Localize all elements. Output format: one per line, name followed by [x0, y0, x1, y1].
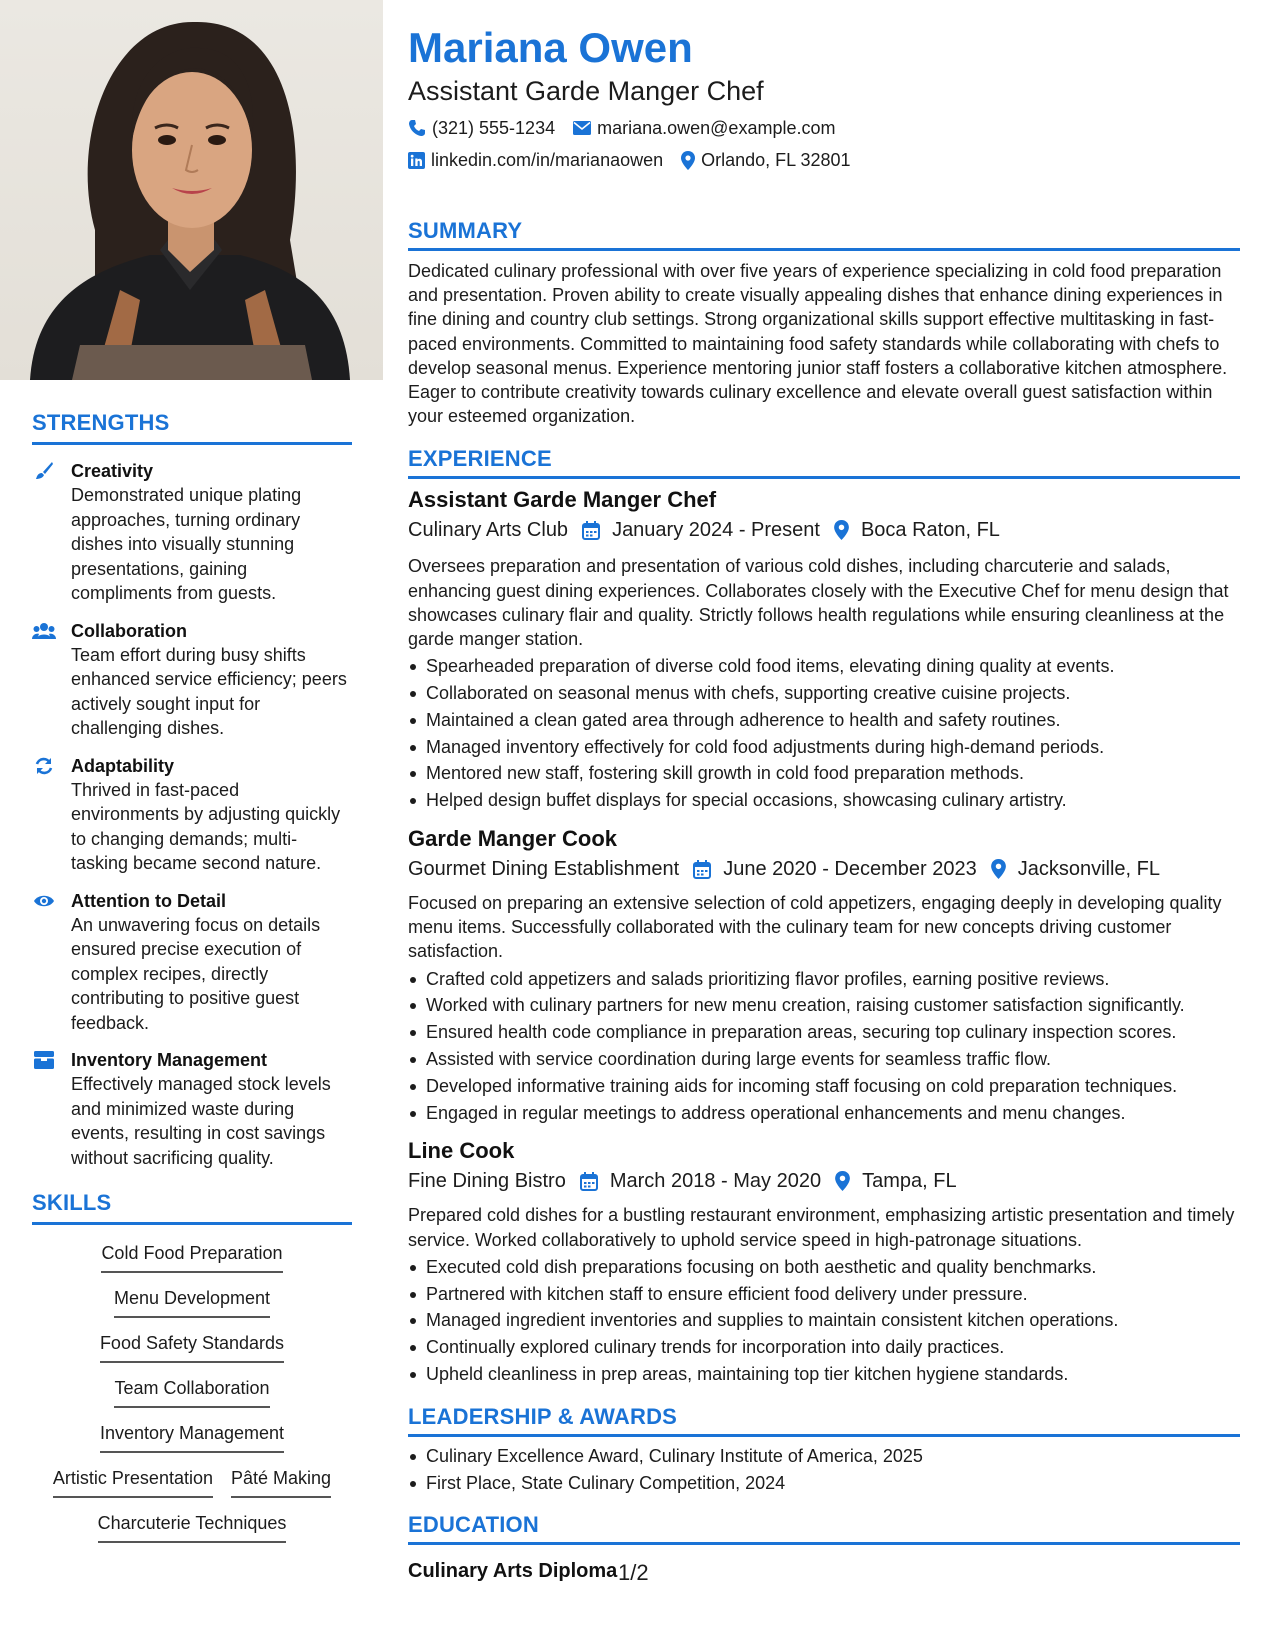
list-item: Maintained a clean gated area through adherence to health and safety routines. [426, 707, 1240, 734]
awards-section [408, 1404, 1240, 1497]
job-meta [408, 1167, 1240, 1195]
strength-description: Demonstrated unique plating approaches, turning ordinary dishes into visually stunning presentations, gaining compliments from guests. [71, 485, 302, 603]
eye-icon [32, 891, 56, 911]
candidate-name: Mariana Owen [408, 24, 693, 71]
strength-description: Team effort during busy shifts enhanced service efficiency; peers actively sought input for challenging dishes. [71, 644, 347, 738]
strength-item [32, 459, 352, 606]
job-entry [408, 824, 1240, 1126]
page-number: 1/2 [618, 1560, 649, 1585]
skill-tag: Menu Development [114, 1284, 270, 1318]
profile-photo [0, 0, 383, 380]
list-item: Managed inventory effectively for cold food adjustments during high-demand periods. [426, 734, 1240, 761]
skill-tag: Food Safety Standards [100, 1329, 284, 1363]
contact-row [408, 116, 1240, 140]
strength-title: Collaboration [71, 620, 187, 641]
job-company: Fine Dining Bistro [408, 1170, 566, 1193]
paintbrush-icon [32, 461, 56, 481]
experience-heading: EXPERIENCE [408, 446, 1240, 479]
map-pin-icon [681, 151, 695, 170]
phone-icon [408, 119, 426, 137]
list-item: Partnered with kitchen staff to ensure efficient food delivery under pressure. [426, 1281, 1240, 1308]
sync-icon [32, 756, 56, 776]
job-location: Jacksonville, FL [1017, 858, 1161, 881]
job-title: Assistant Garde Manger Chef [408, 487, 717, 513]
job-company: Gourmet Dining Establishment [408, 858, 680, 881]
education-section [408, 1512, 1240, 1585]
list-item: Executed cold dish preparations focusing on both aesthetic and quality benchmarks. [426, 1254, 1240, 1281]
list-item: Crafted cold appetizers and salads prioritizing flavor profiles, earning positive reviews. [426, 966, 1240, 993]
list-item: Upheld cleanliness in prep areas, maintaining top tier kitchen hygiene standards. [426, 1361, 1240, 1388]
strength-description: Thrived in fast-paced environments by adjusting quickly to changing demands; multi-tasking became second nature. [71, 779, 341, 873]
strength-title: Attention to Detail [71, 890, 226, 911]
envelope-icon [573, 121, 591, 135]
calendar-icon [693, 860, 711, 879]
sidebar [0, 0, 383, 1650]
contact-email [573, 116, 835, 140]
list-item: Culinary Excellence Award, Culinary Institute of America, 2025 [426, 1443, 1240, 1470]
list-item: Collaborated on seasonal menus with chefs, supporting creative cuisine projects. [426, 680, 1240, 707]
experience-section [408, 446, 1240, 1387]
strength-item [32, 1048, 352, 1170]
calendar-icon [582, 521, 600, 540]
list-item: Developed informative training aids for incoming staff focusing on cold preparation techniques. [426, 1073, 1240, 1100]
list-item: Assisted with service coordination during large events for seamless traffic flow. [426, 1046, 1240, 1073]
job-bullets [408, 1254, 1240, 1388]
skill-tag: Charcuterie Techniques [98, 1509, 287, 1543]
strength-description: Effectively managed stock levels and minimized waste during events, resulting in cost savings without sacrificing quality. [71, 1074, 331, 1168]
skill-tag: Inventory Management [100, 1419, 284, 1453]
strength-item [32, 754, 352, 876]
linkedin-link[interactable]: linkedin.com/in/marianaowen [431, 150, 664, 170]
contact-row [408, 148, 1240, 172]
awards-list [408, 1443, 1240, 1497]
skills-list [32, 1239, 352, 1554]
strength-description: An unwavering focus on details ensured precise execution of complex recipes, directly contributing to positive guest feedback. [71, 914, 321, 1033]
job-dates: March 2018 - May 2020 [609, 1170, 822, 1193]
contact-location [681, 148, 850, 172]
job-description: Oversees preparation and presentation of various cold dishes, including charcuterie and salads, enhancing guest dining experiences. Collaborates closely with the Executive Chef for menu design that showcases culinary flair and quality. Strictly follows health regulations while ensuring cleanliness at the garde manger station. [408, 556, 1229, 650]
strength-item [32, 889, 352, 1036]
main-content [408, 22, 1240, 1585]
job-title: Line Cook [408, 1138, 515, 1164]
list-item: Spearheaded preparation of diverse cold food items, elevating dining quality at events. [426, 653, 1240, 680]
summary-heading: SUMMARY [408, 218, 1240, 251]
users-icon [32, 621, 56, 641]
skill-tag: Artistic Presentation [53, 1464, 213, 1498]
education-heading: EDUCATION [408, 1512, 1240, 1545]
email-link[interactable]: mariana.owen@example.com [597, 118, 836, 138]
list-item: Worked with culinary partners for new menu creation, raising customer satisfaction significantly. [426, 992, 1240, 1019]
list-item: Mentored new staff, fostering skill growth in cold food preparation methods. [426, 760, 1240, 787]
job-description: Focused on preparing an extensive selection of cold appetizers, engaging deeply in developing quality menu items. Successfully collaborated with the culinary team for new concepts driving customer satisfaction. [408, 893, 1222, 962]
skill-tag: Cold Food Preparation [101, 1239, 282, 1273]
skill-tag: Team Collaboration [114, 1374, 269, 1408]
candidate-headline: Assistant Garde Manger Chef [408, 76, 764, 106]
job-bullets [408, 653, 1240, 814]
portrait-illustration [0, 0, 383, 380]
summary-text: Dedicated culinary professional with over five years of experience specializing in cold food preparation and presentation. Proven ability to create visually appealing dishes that enhance dining experiences in fine dining and country club settings. Strong organizational skills support effective multitasking in fast-paced environments. Committed to maintaining food safety standards while collaborating with chefs to develop seasonal menus. Experience mentoring junior staff fosters a collaborative kitchen atmosphere. Eager to contribute creativity towards culinary excellence and elevate overall guest satisfaction within your esteemed organization. [408, 261, 1228, 427]
job-description: Prepared cold dishes for a bustling restaurant environment, emphasizing artistic presentation and timely service. Worked collaboratively to uphold service speed in high-patronage situations. [408, 1205, 1235, 1250]
job-entry [408, 485, 1240, 814]
list-item: Ensured health code compliance in preparation areas, securing top culinary inspection scores. [426, 1019, 1240, 1046]
skills-heading: SKILLS [32, 1190, 352, 1225]
list-item: Helped design buffet displays for special occasions, showcasing culinary artistry. [426, 787, 1240, 814]
job-bullets [408, 966, 1240, 1127]
list-item: First Place, State Culinary Competition, 2024 [426, 1470, 1240, 1497]
job-location: Boca Raton, FL [860, 519, 1000, 542]
strength-item [32, 619, 352, 741]
contact-linkedin [408, 148, 663, 172]
awards-heading: LEADERSHIP & AWARDS [408, 1404, 1240, 1437]
job-location: Tampa, FL [862, 1170, 957, 1193]
job-title: Garde Manger Cook [408, 826, 618, 852]
job-company: Culinary Arts Club [408, 519, 569, 542]
calendar-icon [580, 1172, 598, 1191]
summary-section [408, 218, 1240, 428]
map-pin-icon [835, 1171, 850, 1191]
strength-title: Adaptability [71, 755, 175, 776]
box-icon [32, 1050, 56, 1070]
strength-title: Creativity [71, 461, 154, 481]
job-meta [408, 855, 1240, 883]
map-pin-icon [991, 859, 1006, 879]
job-entry [408, 1136, 1240, 1387]
skill-tag: Pâté Making [231, 1464, 331, 1498]
job-dates: January 2024 - Present [612, 519, 820, 542]
strength-title: Inventory Management [71, 1050, 268, 1070]
linkedin-icon [408, 152, 425, 169]
location-text: Orlando, FL 32801 [701, 150, 851, 170]
phone-number: (321) 555-1234 [432, 118, 556, 138]
contact-phone [408, 116, 555, 140]
list-item: Continually explored culinary trends for incorporation into daily practices. [426, 1334, 1240, 1361]
job-dates: June 2020 - December 2023 [723, 858, 977, 881]
map-pin-icon [834, 520, 849, 540]
sidebar-content [32, 410, 352, 1554]
list-item: Managed ingredient inventories and supplies to maintain consistent kitchen operations. [426, 1307, 1240, 1334]
education-degree: Culinary Arts Diploma [408, 1560, 618, 1583]
job-meta [408, 516, 1240, 544]
list-item: Engaged in regular meetings to address operational enhancements and menu changes. [426, 1100, 1240, 1127]
strengths-heading: STRENGTHS [32, 410, 352, 445]
